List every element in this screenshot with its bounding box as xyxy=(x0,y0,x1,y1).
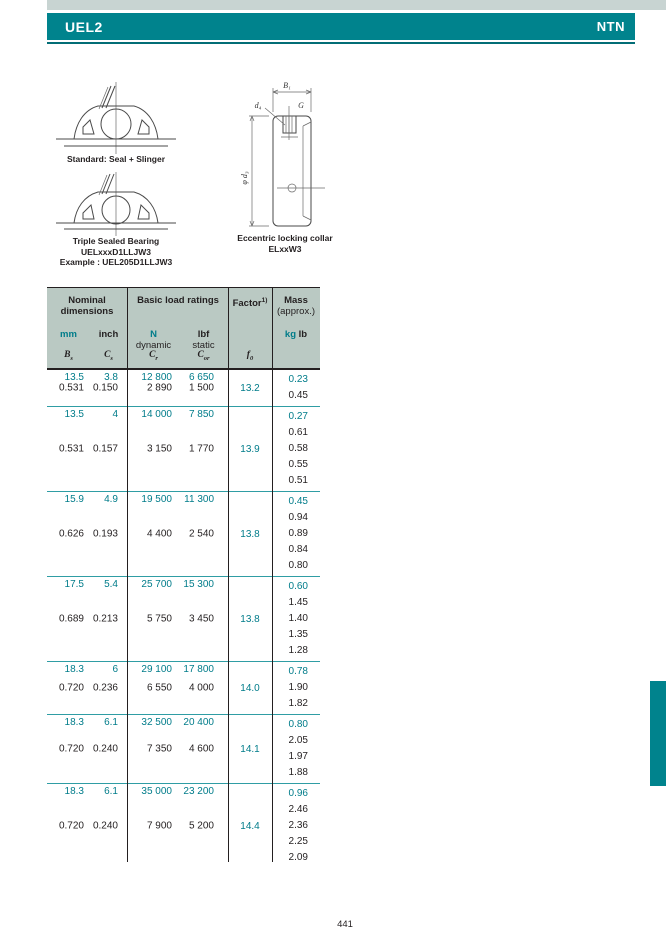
specification-table xyxy=(47,287,320,868)
table-row xyxy=(47,406,320,491)
symbol-cr: $C_r$ xyxy=(149,350,158,362)
mass-lb-value: 2.05 xyxy=(288,735,308,746)
table-cell xyxy=(90,407,127,491)
table-cell xyxy=(178,577,228,661)
inch-value: 4 400 xyxy=(146,528,172,540)
figure-eccentric-collar xyxy=(225,78,345,254)
mass-cell xyxy=(272,662,320,714)
mass-lb-value: 1.28 xyxy=(288,645,308,656)
table-cell xyxy=(47,407,90,491)
metric-value: 6 650 xyxy=(188,372,214,383)
inch-value: 0.150 xyxy=(92,382,118,394)
table-cell xyxy=(47,662,90,714)
mass-lb-value: 1.88 xyxy=(288,767,308,778)
inch-value: 0.626 xyxy=(58,528,84,540)
table-row xyxy=(47,576,320,661)
symbol-cs: $C_s$ xyxy=(104,350,113,362)
factor-cell xyxy=(228,715,272,783)
collar-label-phi-d3: φ d₃ xyxy=(240,171,249,185)
metric-value: 5.4 xyxy=(104,579,118,590)
table-cell xyxy=(90,577,127,661)
mass-lb-value: 0.61 xyxy=(288,427,308,438)
mass-cell xyxy=(272,577,320,661)
mass-lb-value: 2.25 xyxy=(288,836,308,847)
table-cell xyxy=(127,370,178,406)
table-cell xyxy=(178,407,228,491)
factor-value: 13.8 xyxy=(240,528,260,540)
factor-cell xyxy=(228,407,272,491)
inch-value: 5 750 xyxy=(146,613,172,625)
figure-triple-caption-line1: Triple Sealed Bearing xyxy=(72,236,160,246)
table-cell xyxy=(127,662,178,714)
figure-triple-sealed-bearing xyxy=(50,172,182,268)
metric-value: 6.1 xyxy=(104,786,118,797)
table-cell xyxy=(127,715,178,783)
metric-value: 3.8 xyxy=(104,372,118,383)
table-cell xyxy=(178,492,228,576)
mass-lb-value: 1.35 xyxy=(288,629,308,640)
mass-cell xyxy=(272,715,320,783)
metric-value: 18.3 xyxy=(64,664,84,675)
figure-triple-caption-line3: Example : UEL205D1LLJW3 xyxy=(59,257,173,267)
factor-cell xyxy=(228,492,272,576)
mass-cell xyxy=(272,492,320,576)
metric-value: 13.5 xyxy=(64,409,84,420)
table-row xyxy=(47,661,320,714)
inch-value: 1 500 xyxy=(188,382,214,394)
table-cell xyxy=(127,784,178,868)
mass-lb-value: 0.55 xyxy=(288,459,308,470)
table-cell xyxy=(178,715,228,783)
inch-value: 0.213 xyxy=(92,613,118,625)
collar-label-d4: d₄ xyxy=(254,101,262,110)
inch-value: 7 350 xyxy=(146,743,172,755)
unit-lbf-static: lbf static xyxy=(192,329,215,351)
collar-label-g: G xyxy=(298,101,304,110)
mass-kg-value: 0.27 xyxy=(288,411,308,422)
table-cell xyxy=(90,784,127,868)
metric-value: 4.9 xyxy=(104,494,118,505)
title-underline xyxy=(47,42,635,44)
metric-value: 15 300 xyxy=(183,579,214,590)
column-group-nominal-dimensions: Nominal dimensions xyxy=(60,295,114,317)
mass-lb-value: 0.45 xyxy=(288,390,308,401)
metric-value: 29 100 xyxy=(141,664,172,675)
mass-lb-value: 0.89 xyxy=(288,528,308,539)
factor-value: 14.4 xyxy=(240,820,260,832)
column-group-basic-load-ratings: Basic load ratings xyxy=(137,295,219,306)
column-divider xyxy=(272,287,273,862)
factor-value: 14.1 xyxy=(240,743,260,755)
mass-lb-value: 1.90 xyxy=(288,682,308,693)
metric-value: 13.5 xyxy=(64,372,84,383)
table-cell xyxy=(127,492,178,576)
mass-cell xyxy=(272,784,320,868)
mass-lb-value: 0.84 xyxy=(288,544,308,555)
brand-logo: NTN xyxy=(596,19,625,34)
figure-standard-caption: Standard: Seal + Slinger xyxy=(66,154,165,164)
collar-cross-section-drawing xyxy=(225,78,345,233)
bearing-cross-section-drawing xyxy=(50,172,182,236)
column-divider xyxy=(228,287,229,862)
inch-value: 0.531 xyxy=(58,382,84,394)
metric-value: 12 800 xyxy=(141,372,172,383)
metric-value: 17 800 xyxy=(183,664,214,675)
factor-cell xyxy=(228,370,272,406)
metric-value: 14 000 xyxy=(141,409,172,420)
mass-kg-value: 0.80 xyxy=(288,719,308,730)
inch-value: 0.193 xyxy=(92,528,118,540)
table-cell xyxy=(47,492,90,576)
metric-value: 6 xyxy=(112,664,118,675)
metric-value: 17.5 xyxy=(64,579,84,590)
section-thumb-tab xyxy=(650,681,666,786)
figure-collar-caption-line1: Eccentric locking collar xyxy=(237,233,333,243)
inch-value: 2 890 xyxy=(146,382,172,394)
table-cell xyxy=(47,577,90,661)
inch-value: 0.720 xyxy=(58,820,84,832)
mass-kg-value: 0.96 xyxy=(288,788,308,799)
top-accent-bar xyxy=(47,0,666,10)
column-divider xyxy=(127,287,128,862)
mass-cell xyxy=(272,407,320,491)
title-bar xyxy=(47,13,635,40)
table-header xyxy=(47,287,320,370)
metric-value: 25 700 xyxy=(141,579,172,590)
inch-value: 3 150 xyxy=(146,443,172,455)
table-cell xyxy=(47,370,90,406)
inch-value: 0.720 xyxy=(58,682,84,694)
table-cell xyxy=(47,715,90,783)
factor-cell xyxy=(228,577,272,661)
table-cell xyxy=(90,370,127,406)
inch-value: 0.236 xyxy=(92,682,118,694)
series-title: UEL2 xyxy=(65,18,103,35)
metric-value: 15.9 xyxy=(64,494,84,505)
factor-cell xyxy=(228,784,272,868)
inch-value: 4 600 xyxy=(188,743,214,755)
inch-value: 0.689 xyxy=(58,613,84,625)
mass-lb-value: 2.46 xyxy=(288,804,308,815)
mass-lb-value: 1.97 xyxy=(288,751,308,762)
table-row xyxy=(47,491,320,576)
unit-mm: mm xyxy=(60,329,77,340)
symbol-f0: $f_0$ xyxy=(246,350,254,362)
collar-label-b1: B₁ xyxy=(283,81,291,90)
figure-collar-caption-line2: ELxxW3 xyxy=(268,243,302,254)
table-cell xyxy=(47,784,90,868)
metric-value: 6.1 xyxy=(104,717,118,728)
unit-kg-lb: kg lb xyxy=(284,329,308,340)
factor-value: 14.0 xyxy=(240,682,260,694)
mass-kg-value: 0.60 xyxy=(288,581,308,592)
inch-value: 0.240 xyxy=(92,820,118,832)
table-cell xyxy=(178,662,228,714)
metric-value: 32 500 xyxy=(141,717,172,728)
metric-value: 18.3 xyxy=(64,717,84,728)
inch-value: 2 540 xyxy=(188,528,214,540)
metric-value: 19 500 xyxy=(141,494,172,505)
table-body xyxy=(47,370,320,868)
inch-value: 0.531 xyxy=(58,443,84,455)
bearing-cross-section-drawing xyxy=(50,82,182,154)
table-cell xyxy=(127,407,178,491)
page-number: 441 xyxy=(337,919,353,930)
mass-lb-value: 2.36 xyxy=(288,820,308,831)
mass-lb-value: 1.45 xyxy=(288,597,308,608)
metric-value: 35 000 xyxy=(141,786,172,797)
metric-value: 18.3 xyxy=(64,786,84,797)
inch-value: 5 200 xyxy=(188,820,214,832)
table-cell xyxy=(127,577,178,661)
table-cell xyxy=(178,370,228,406)
metric-value: 11 300 xyxy=(184,494,214,505)
table-cell xyxy=(178,784,228,868)
factor-value: 13.8 xyxy=(240,613,260,625)
figure-triple-caption-line2: UELxxxD1LLJW3 xyxy=(81,246,151,257)
factor-cell xyxy=(228,662,272,714)
inch-value: 6 550 xyxy=(146,682,172,694)
inch-value: 7 900 xyxy=(146,820,172,832)
symbol-cor: $C_{or}$ xyxy=(197,350,210,362)
inch-value: 3 450 xyxy=(188,613,214,625)
mass-kg-value: 0.78 xyxy=(288,666,308,677)
inch-value: 0.240 xyxy=(92,743,118,755)
mass-lb-value: 0.80 xyxy=(288,560,308,571)
mass-lb-value: 0.94 xyxy=(288,512,308,523)
mass-cell xyxy=(272,370,320,406)
unit-inch: inch xyxy=(98,329,119,340)
table-row xyxy=(47,370,320,406)
factor-value: 13.9 xyxy=(240,443,260,455)
table-row xyxy=(47,783,320,868)
symbol-bs: $B_s$ xyxy=(64,350,73,362)
column-group-factor: Factor$^{1)}$ xyxy=(232,297,268,310)
inch-value: 0.720 xyxy=(58,743,84,755)
table-cell xyxy=(90,715,127,783)
metric-value: 23 200 xyxy=(183,786,214,797)
inch-value: 0.157 xyxy=(92,443,118,455)
table-cell xyxy=(90,492,127,576)
mass-kg-value: 0.23 xyxy=(288,374,308,385)
metric-value: 20 400 xyxy=(183,717,214,728)
mass-lb-value: 0.58 xyxy=(288,443,308,454)
mass-lb-value: 0.51 xyxy=(288,475,308,486)
column-group-mass: Mass (approx.) xyxy=(276,295,315,317)
metric-value: 7 850 xyxy=(188,409,214,420)
factor-value: 13.2 xyxy=(240,382,260,394)
mass-lb-value: 2.09 xyxy=(288,852,308,863)
inch-value: 4 000 xyxy=(188,682,214,694)
mass-lb-value: 1.82 xyxy=(288,698,308,709)
inch-value: 1 770 xyxy=(188,443,214,455)
unit-n-dynamic: N dynamic xyxy=(135,329,172,351)
mass-kg-value: 0.45 xyxy=(288,496,308,507)
table-cell xyxy=(90,662,127,714)
table-row xyxy=(47,714,320,783)
metric-value: 4 xyxy=(112,409,118,420)
figure-standard-bearing xyxy=(50,82,182,165)
mass-lb-value: 1.40 xyxy=(288,613,308,624)
